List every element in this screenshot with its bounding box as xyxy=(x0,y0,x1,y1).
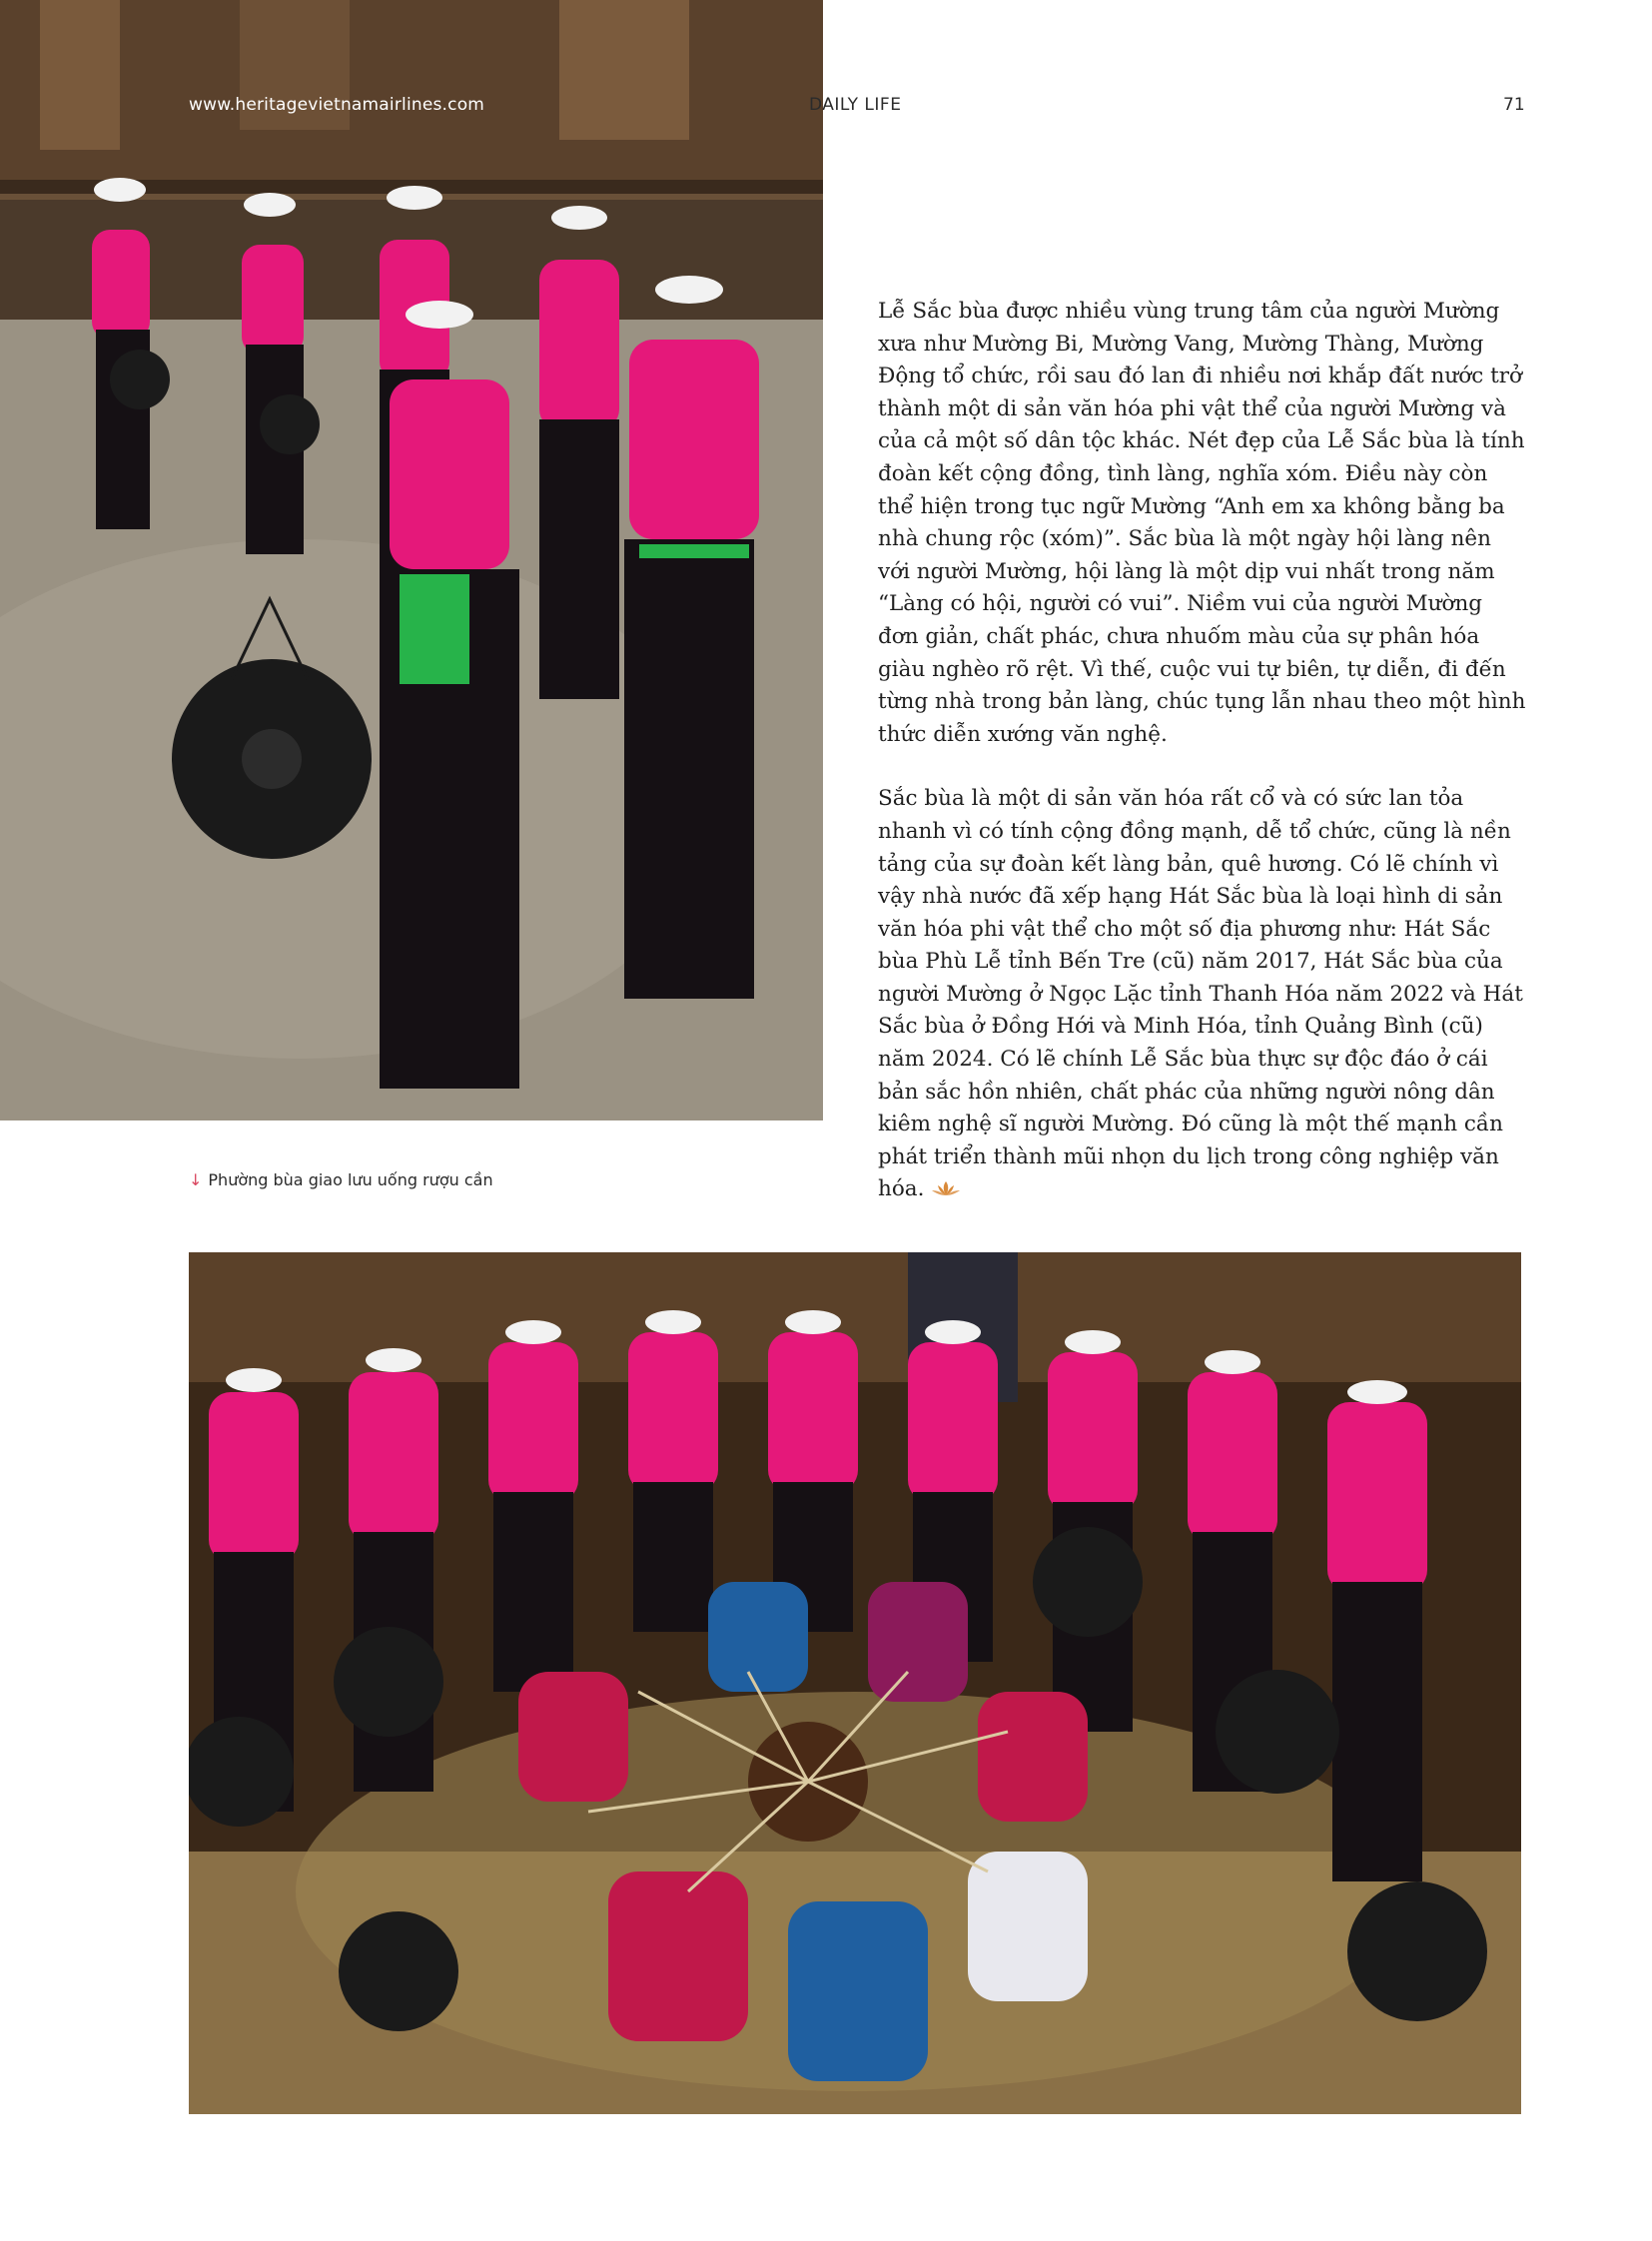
down-arrow-icon: ↓ xyxy=(189,1170,203,1189)
photo-women-with-gongs xyxy=(0,0,823,1120)
header-section-title: DAILY LIFE xyxy=(809,95,902,115)
article-body xyxy=(878,296,1527,1206)
photo-caption xyxy=(189,1170,493,1189)
photo-ruou-can-circle xyxy=(189,1252,1521,2114)
article-paragraph-text: Sắc bùa là một di sản văn hóa rất cổ và có sức lan tỏa nhanh vì có tính cộng đồng mạnh, dễ tổ chức, cũng là nền tảng của sự đoàn kết làng bản, quê hương. Có lẽ chính vì vậy nhà nước đã xếp hạng Hát Sắc bùa là loại hình di sản văn hóa phi vật thể cho một số địa phương như: Hát Sắc bùa Phù Lễ tỉnh Bến Tre (cũ) năm 2017, Hát Sắc bùa của người Mường ở Ngọc Lặc tỉnh Thanh Hóa năm 2022 và Hát Sắc bùa ở Đồng Hới và Minh Hóa, tỉnh Quảng Bình (cũ) năm 2024. Có lẽ chính Lễ Sắc bùa thực sự độc đáo ở cái bản sắc hồn nhiên, chất phác của những người nông dân kiêm nghệ sĩ người Mường. Đó cũng là một thế mạnh cần phát triển thành mũi nhọn du lịch trong công nghiệp văn hóa. xyxy=(878,786,1523,1202)
header-website-url: www.heritagevietnamairlines.com xyxy=(189,95,485,115)
page-number: 71 xyxy=(1503,95,1525,115)
article-paragraph: Lễ Sắc bùa được nhiều vùng trung tâm của người Mường xưa như Mường Bi, Mường Vang, Mường Thàng, Mường Động tổ chức, rồi sau đó lan đi nhiều nơi khắp đất nước trở thành một di sản văn hóa phi vật thể của người Mường và của cả một số dân tộc khác. Nét đẹp của Lễ Sắc bùa là tính đoàn kết cộng đồng, tình làng, nghĩa xóm. Điều này còn thể hiện trong tục ngữ Mường “Anh em xa không bằng ba nhà chung rộc (xóm)”. Sắc bùa là một ngày hội làng nên với người Mường, hội làng là một dịp vui nhất trong năm “Làng có hội, người có vui”. Niềm vui của người Mường đơn giản, chất phác, chưa nhuốm màu của sự phân hóa giàu nghèo rõ rệt. Vì thế, cuộc vui tự biên, tự diễn, đi đến từng nhà trong bản làng, chúc tụng lẫn nhau theo một hình thức diễn xướng văn nghệ. xyxy=(878,299,1526,747)
caption-text: Phường bùa giao lưu uống rượu cần xyxy=(208,1170,493,1189)
article-paragraph xyxy=(878,783,1527,1206)
lotus-end-mark-icon xyxy=(930,1180,962,1196)
